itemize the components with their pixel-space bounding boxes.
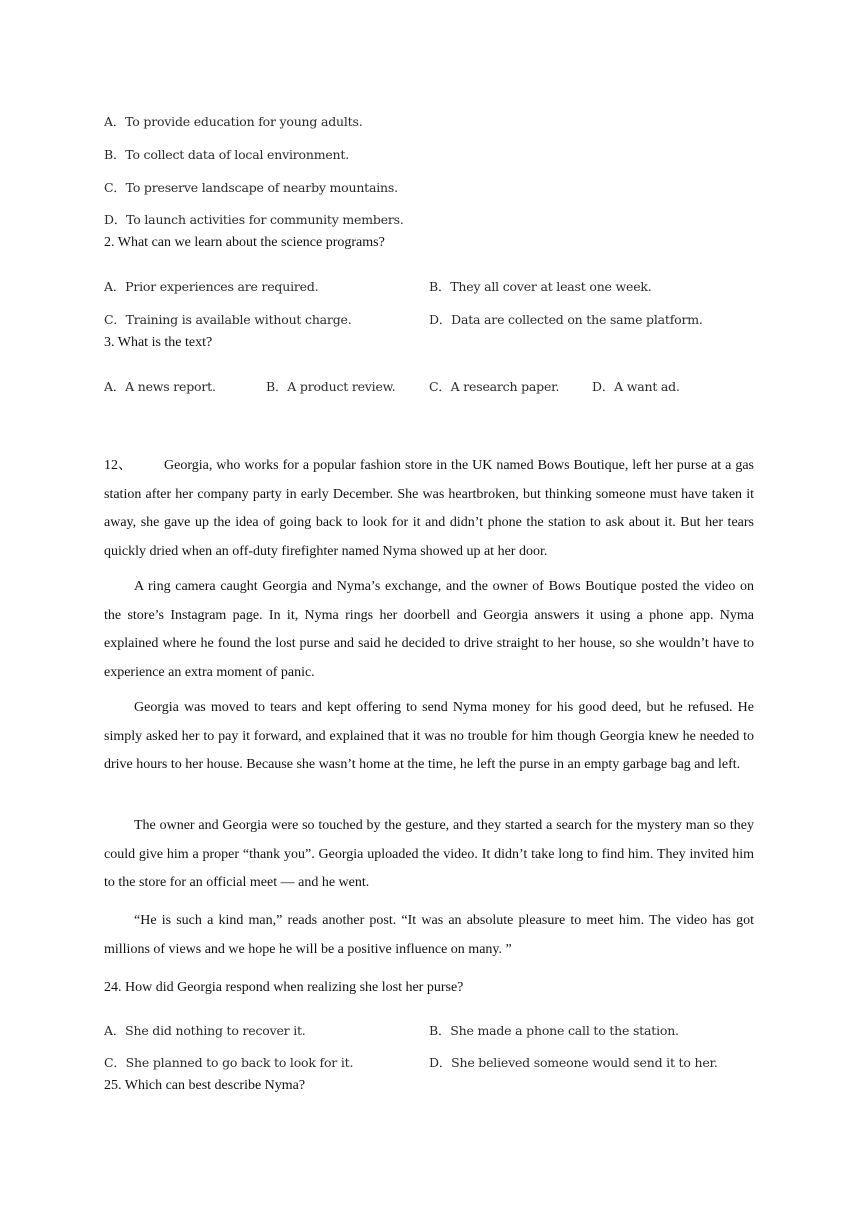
q3-question: 3. What is the text? [104,335,213,350]
passage-paragraph-4: The owner and Georgia were so touched by the gesture, and they started a search for the mystery man so they could give him a proper “thank you”. Georgia uploaded the video. It didn’t take long to find him. They invited him to the store for an official meet — and he went. [104,818,754,890]
q3-option-d: D．A want ad. [592,379,680,394]
q1-option-b: B．To collect data of local environment. [104,147,350,162]
q24-option-a: A．She did nothing to recover it. [104,1023,306,1038]
q1-option-d: D．To launch activities for community members. [104,212,404,227]
q3-option-a: A．A news report. [104,379,216,394]
q24-question: 24. How did Georgia respond when realizing she lost her purse? [104,980,464,995]
q24-option-c: C．She planned to go back to look for it. [104,1055,354,1070]
q2-question: 2. What can we learn about the science programs? [104,235,385,250]
q25-question: 25. Which can best describe Nyma? [104,1078,306,1093]
passage-paragraph-2: A ring camera caught Georgia and Nyma’s exchange, and the owner of Bows Boutique posted the video on the store’s Instagram page. In it, Nyma rings her doorbell and Georgia answers it using a phone app. Nyma explained where he found the lost purse and said he decided to drive straight to her house, so she wouldn’t have to experience an extra moment of panic. [104,579,754,680]
q24-option-b: B．She made a phone call to the station. [429,1023,679,1038]
q2-option-b: B．They all cover at least one week. [429,279,652,294]
passage-number: 12、 [104,458,132,473]
passage-paragraph-3: Georgia was moved to tears and kept offering to send Nyma money for his good deed, but he refused. He simply asked her to pay it forward, and explained that it was no trouble for him though Georgia knew he needed to drive hours to her house. Because she wasn’t home at the time, he left the purse in an empty garbage bag and left. [104,700,754,772]
q1-option-a: A．To provide education for young adults. [104,114,363,129]
q24-option-d: D．She believed someone would send it to her. [429,1055,718,1070]
passage-paragraph-5: “He is such a kind man,” reads another post. “It was an absolute pleasure to meet him. The video has got millions of views and we hope he will be a positive influence on many. ” [104,913,754,957]
q2-option-c: C．Training is available without charge. [104,312,352,327]
passage-paragraph-1 [104,452,754,566]
passage-p1-text: Georgia, who works for a popular fashion store in the UK named Bows Boutique, left her purse at a gas station after her company party in early December. She was heartbroken, but thinking someone must have taken it away, she gave up the idea of going back to look for it and didn’t phone the station to ask about it. But her tears quickly dried when an off-duty firefighter named Nyma showed up at her door. [104,458,754,559]
q2-option-a: A．Prior experiences are required. [104,279,319,294]
q1-option-c: C．To preserve landscape of nearby mountains. [104,180,398,195]
q3-option-b: B．A product review. [266,379,396,394]
q3-option-c: C．A research paper. [429,379,560,394]
q2-option-d: D．Data are collected on the same platform. [429,312,703,327]
